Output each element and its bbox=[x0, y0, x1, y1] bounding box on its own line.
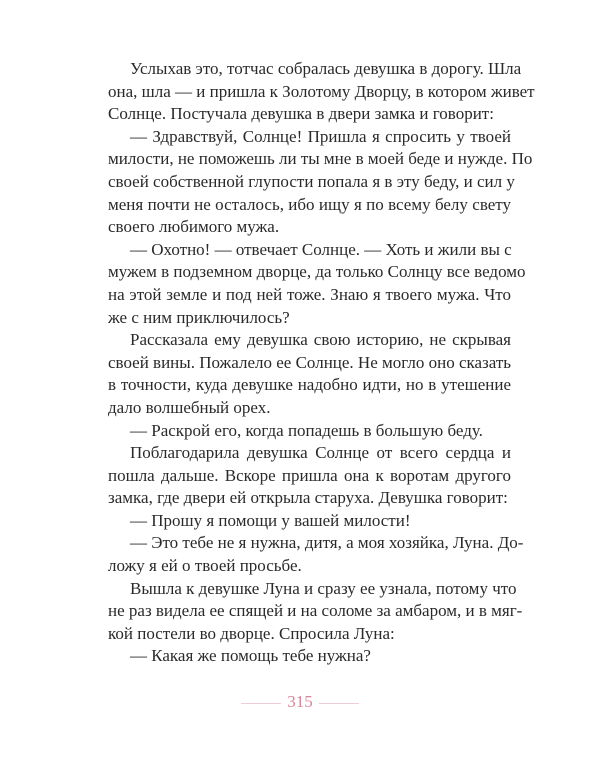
text-line: пошла дальше. Вскоре пришла она к воротам другого bbox=[108, 465, 511, 485]
paragraph bbox=[108, 420, 511, 443]
text-line: Услыхав это, тотчас собралась девушка в дорогу. Шла bbox=[130, 59, 522, 78]
text-line: — Раскрой его, когда попадешь в большую беду. bbox=[130, 420, 483, 440]
text-line: же с ним приключилось? bbox=[108, 307, 290, 327]
paragraph bbox=[108, 578, 523, 646]
text-line: Вышла к девушке Луна и сразу ее узнала, потому что bbox=[130, 578, 517, 598]
text-line: Рассказала ему девушка свою историю, не скрывая bbox=[130, 330, 511, 350]
text-line: она, шла — и пришла к Золотому Дворцу, в котором живет bbox=[108, 81, 535, 101]
text-line: своей вины. Пожалело ее Солнце. Не могло оно сказать bbox=[108, 352, 512, 372]
text-line: милости, не поможешь ли ты мне в моей беде и нужде. По bbox=[108, 149, 533, 169]
text-line: — Какая же помощь тебе нужна? bbox=[130, 646, 371, 666]
page-number-footer bbox=[0, 692, 600, 712]
text-line: на этой земле и под ней тоже. Знаю я твоего мужа. Что bbox=[108, 284, 511, 304]
text-line: — Это тебе не я нужна, дитя, а моя хозяйка, Луна. До- bbox=[130, 533, 524, 553]
paragraph bbox=[108, 645, 511, 668]
text-line: меня почти не осталось, ибо ищу я по всему белу свету bbox=[108, 194, 511, 214]
text-line: кой постели во дворце. Спросила Луна: bbox=[108, 623, 395, 643]
text-line: не раз видела ее спящей и на соломе за амбаром, и в мяг- bbox=[108, 601, 523, 621]
text-line: дало волшебный орех. bbox=[108, 397, 271, 417]
text-line: в точности, куда девушке надобно идти, но в утешение bbox=[108, 375, 511, 395]
ornament-right bbox=[319, 703, 359, 704]
paragraph bbox=[108, 442, 511, 510]
text-line: своей собственной глупости попала я в эту беду, и сил у bbox=[108, 171, 515, 191]
text-line: — Охотно! — отвечает Солнце. — Хоть и жили вы с bbox=[130, 239, 512, 259]
ornament-left bbox=[241, 703, 281, 704]
text-line: Солнце. Постучала девушка в двери замка и говорит: bbox=[108, 104, 494, 124]
paragraph bbox=[108, 58, 535, 126]
page-number: 315 bbox=[287, 692, 313, 711]
text-line: ложу я ей о твоей просьбе. bbox=[108, 556, 302, 576]
paragraph bbox=[108, 126, 533, 239]
text-line: мужем в подземном дворце, да только Солнцу все ведомо bbox=[108, 262, 526, 282]
text-line: Поблагодарила девушка Солнце от всего сердца и bbox=[130, 443, 511, 463]
text-line: — Прошу я помощи у вашей милости! bbox=[130, 510, 411, 530]
page-body-text bbox=[108, 58, 535, 668]
paragraph bbox=[108, 510, 511, 533]
paragraph bbox=[108, 329, 511, 419]
text-line: — Здравствуй, Солнце! Пришла я спросить у твоей bbox=[130, 126, 511, 146]
paragraph bbox=[108, 532, 524, 577]
text-line: замка, где двери ей открыла старуха. Девушка говорит: bbox=[108, 488, 508, 508]
paragraph bbox=[108, 239, 526, 329]
text-line: своего любимого мужа. bbox=[108, 217, 280, 237]
